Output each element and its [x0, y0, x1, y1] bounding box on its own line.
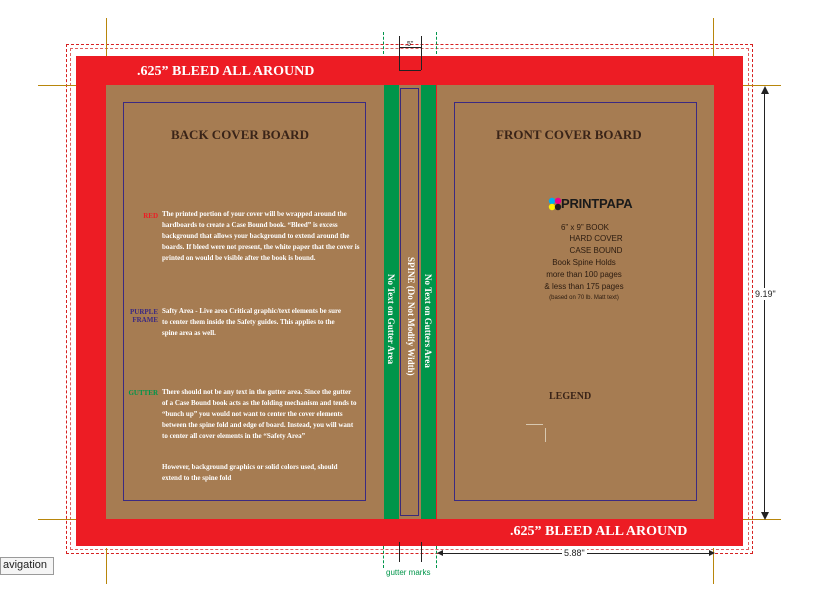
width-dim-arrow-right: [709, 550, 715, 556]
note-text-red: The printed portion of your cover will be wrapped around the hardboards to create a Case Bound book. “Bleed” is excess background that allows your background to extend around the boards. If bleed were not present, the white paper that the cover is printed on would be visible after the book is bound.: [162, 210, 360, 262]
spine-guide: [383, 32, 385, 54]
spec-line: Book Spine Holds: [552, 258, 616, 267]
gutter-right-label: No Text on Gutters Area: [423, 274, 433, 368]
printpapa-logo-text: PRINTPAPA: [561, 196, 633, 211]
note-text-purple-frame: Safty Area - Live area Critical graphic/text elements be sure to center them inside the Safety guides. This applies to the spine area as well.: [162, 307, 342, 337]
gutter-marks-label: gutter marks: [386, 568, 431, 577]
height-dim-arrow-bottom: [761, 512, 769, 520]
spec-line: HARD COVER: [569, 234, 623, 243]
crop-mark: [106, 548, 107, 584]
gutter-mark: [421, 542, 422, 562]
width-dim-arrow-left: [437, 550, 443, 556]
front-cover-title: FRONT COVER BOARD: [496, 127, 642, 142]
legend-line: [545, 428, 546, 442]
spec-line: CASE BOUND: [569, 246, 623, 255]
crop-mark: [713, 18, 714, 56]
crop-mark: [38, 519, 76, 520]
crop-mark: [38, 85, 76, 86]
width-dim-label: 5.88": [564, 548, 585, 558]
note-tag-gutter: GUTTER: [128, 389, 158, 397]
spec-line: & less than 175 pages: [544, 282, 624, 291]
height-dim-arrow-top: [761, 86, 769, 94]
legend-line: [526, 424, 543, 425]
gutter-left-label: No Text on Gutter Area: [386, 274, 396, 365]
navigation-button[interactable]: avigation: [0, 557, 54, 575]
back-cover-title: BACK COVER BOARD: [171, 127, 309, 142]
gutter-mark: [383, 546, 385, 568]
height-dim-line: [764, 90, 765, 516]
spec-line: 6” x 9” BOOK: [560, 223, 609, 232]
gutter-mark: [399, 542, 400, 562]
printpapa-logo: [547, 196, 639, 212]
height-dim-label: 9.19": [755, 289, 776, 299]
bleed-label-bottom: .625” BLEED ALL AROUND: [510, 524, 688, 539]
note-tag-purple-frame: PURPLE FRAME: [130, 308, 158, 324]
spec-note: (based on 70 lb. Matt text): [549, 295, 619, 301]
bleed-label-top: .625” BLEED ALL AROUND: [137, 64, 315, 79]
note-text-gutter: There should not be any text in the gutter area. Since the gutter of a Case Bound book acts as the folding mechanism and tends to “bunch up” you would not want to center the cover elements between the spine fold and edge of board. Instead, you will want to center all cover elements in the “Safety Area”: [162, 388, 357, 440]
spine-dim-line: [399, 70, 421, 71]
crop-mark: [106, 18, 107, 56]
note-text-gutter-2: However, background graphics or solid colors used, should extend to the spine fold: [162, 463, 338, 482]
spine-guide: [421, 36, 422, 70]
legend-label: LEGEND: [549, 391, 592, 402]
spine-label: SPINE (Do Not Modify Width): [406, 257, 416, 376]
spine-guide: [436, 32, 438, 54]
spine-width-label: .5": [405, 41, 414, 48]
spec-line: more than 100 pages: [546, 270, 622, 279]
note-tag-red: RED: [143, 212, 158, 220]
spine-guide: [399, 36, 400, 70]
